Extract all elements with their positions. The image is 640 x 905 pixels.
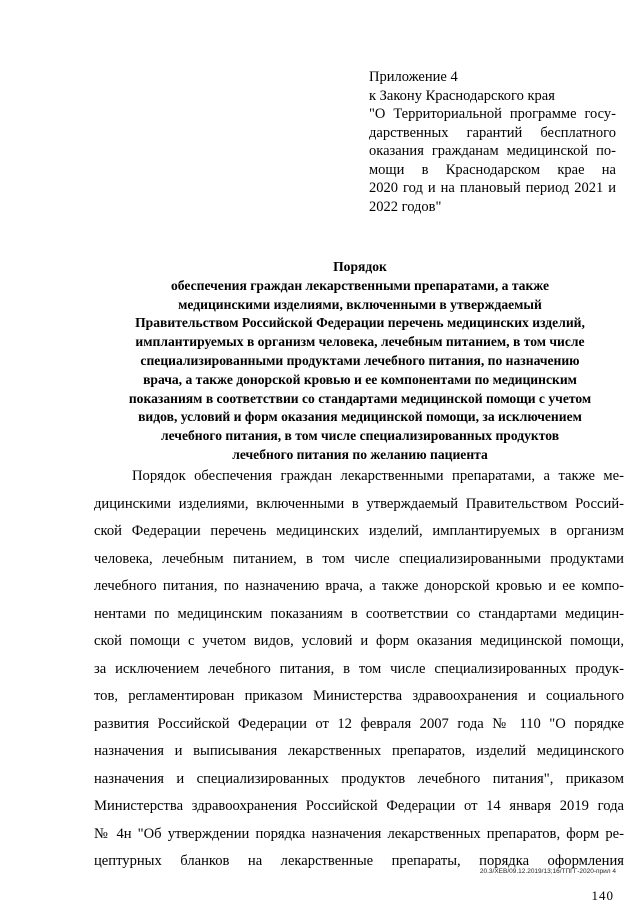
title-line: имплантируемых в организм человека, лечебным питанием, в том числе: [135, 334, 585, 350]
title-line: показаниям в соответствии со стандартами медицинской помощи с учетом: [128, 390, 592, 406]
title-line: медицинскими изделиями, включенными в утверждаемый: [178, 296, 542, 312]
body-paragraph: [94, 463, 624, 876]
body-line: Министерства здравоохранения Российской Федерации от 14 января 2019 года: [94, 798, 624, 814]
appendix-line: оказания гражданам медицинской по-: [369, 143, 616, 159]
body-line: № 4н "Об утверждении порядка назначения лекарственных препаратов, форм ре-: [94, 825, 624, 842]
title-line: специализированными продуктами лечебного питания, по назначению: [140, 352, 580, 368]
document-title: [90, 258, 630, 465]
document-code: 20.3/ХЕВ/09.12.2019/13;16/ТПГГ-2020-прил 4: [479, 868, 616, 875]
body-line: дицинскими изделиями, включенными в утверждаемый Правительством Россий-: [94, 495, 624, 512]
appendix-line: Приложение 4: [369, 69, 458, 85]
title-line: лечебного питания по желанию пациента: [232, 446, 488, 462]
title-line: лечебного питания, в том числе специализированных продуктов: [160, 428, 560, 444]
title-line: врача, а также донорской кровью и ее компонентами по медицинским: [143, 371, 577, 387]
title-line: обеспечения граждан лекарственными препаратами, а также: [170, 277, 550, 293]
body-line: развития Российской Федерации от 12 февраля 2007 года № 110 "О порядке: [94, 715, 624, 732]
appendix-header: [369, 68, 616, 216]
body-line: ской Федерации перечень медицинских изделий, имплантируемых в организм: [94, 523, 624, 539]
body-line: лечебного питания, по назначению врача, а также донорской кровью и ее компо-: [94, 578, 624, 594]
body-line: назначения и выписывания лекарственных препаратов, изделий медицинского: [94, 743, 624, 759]
body-line: назначения и специализированных продуктов лечебного питания", приказом: [94, 770, 624, 787]
body-line: Порядок обеспечения граждан лекарственными препаратами, а также ме-: [132, 468, 624, 484]
body-line: ской помощи с учетом видов, условий и форм оказания медицинской помощи,: [94, 633, 624, 649]
appendix-line: дарственных гарантий бесплатного: [369, 124, 616, 141]
page-number: 140: [591, 888, 614, 903]
appendix-line: мощи в Краснодарском крае на: [369, 161, 616, 178]
title-heading: Порядок: [333, 259, 387, 274]
appendix-line: к Закону Краснодарского края: [369, 87, 555, 104]
body-line: за исключением лечебного питания, в том числе специализированных продук-: [94, 660, 624, 677]
body-line: цептурных бланков на лекарственные препараты, порядка оформления: [94, 853, 624, 869]
title-line: Правительством Российской Федерации перечень медицинских изделий,: [135, 315, 585, 331]
title-line: видов, условий и форм оказания медицинской помощи, за исключением: [138, 409, 582, 425]
body-line: человека, лечебным питанием, в том числе специализированными продуктами: [94, 550, 624, 567]
appendix-line: 2022 годов": [369, 198, 442, 215]
appendix-line: "О Территориальной программе госу-: [369, 106, 616, 122]
appendix-line: 2020 год и на плановый период 2021 и: [369, 180, 616, 196]
body-line: нентами по медицинским показаниям в соответствии со стандартами медицин-: [94, 605, 624, 622]
body-line: тов, регламентирован приказом Министерства здравоохранения и социального: [94, 688, 624, 704]
